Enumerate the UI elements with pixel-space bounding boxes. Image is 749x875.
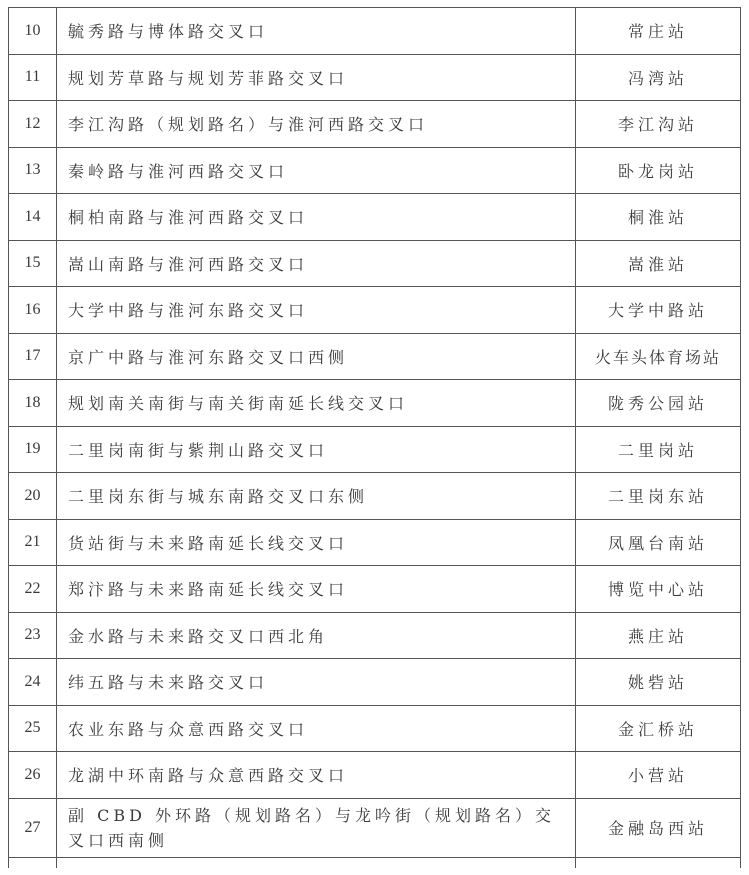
location-cell: 规划南关南街与南关街南延长线交叉口 — [57, 380, 576, 427]
location-cell: 纬五路与未来路交叉口 — [57, 659, 576, 706]
table-row — [9, 426, 741, 473]
row-number: 11 — [9, 54, 57, 101]
row-number: 27 — [9, 798, 57, 857]
row-number: 17 — [9, 333, 57, 380]
station-cell: 凤凰台南站 — [576, 519, 741, 566]
location-cell: 农业东路与众意西路交叉口 — [57, 705, 576, 752]
table-row — [9, 519, 741, 566]
location-cell: 金水路与未来路交叉口西北角 — [57, 612, 576, 659]
row-number: 18 — [9, 380, 57, 427]
row-number: 25 — [9, 705, 57, 752]
location-cell: 副 CBD 外环路（规划路名）与龙吟街（规划路名）交叉口西南侧 — [57, 798, 576, 857]
station-cell: 李江沟站 — [576, 101, 741, 148]
table-row — [9, 566, 741, 613]
station-cell: 卧龙岗站 — [576, 147, 741, 194]
table-row — [9, 380, 741, 427]
row-number: 21 — [9, 519, 57, 566]
row-number: 14 — [9, 194, 57, 241]
row-number: 24 — [9, 659, 57, 706]
row-number: 10 — [9, 8, 57, 55]
row-number: 23 — [9, 612, 57, 659]
station-cell: 大学中路站 — [576, 287, 741, 334]
location-cell: 货站街与未来路南延长线交叉口 — [57, 519, 576, 566]
row-number: 15 — [9, 240, 57, 287]
row-number: 13 — [9, 147, 57, 194]
table-row — [9, 333, 741, 380]
table-row — [9, 147, 741, 194]
table-row — [9, 473, 741, 520]
station-cell: 常庄站 — [576, 8, 741, 55]
row-number: 12 — [9, 101, 57, 148]
location-cell: 郑汴路与未来路南延长线交叉口 — [57, 566, 576, 613]
table-row — [9, 798, 741, 857]
station-cell: 陇秀公园站 — [576, 380, 741, 427]
table-row — [9, 8, 741, 55]
location-cell: 龙湖中环南路与众意西路交叉口 — [57, 752, 576, 799]
location-cell: 毓秀路与博体路交叉口 — [57, 8, 576, 55]
table-row — [9, 240, 741, 287]
location-cell: 桐柏南路与淮河西路交叉口 — [57, 194, 576, 241]
row-number: 26 — [9, 752, 57, 799]
station-cell: 嵩淮站 — [576, 240, 741, 287]
station-location-table — [8, 7, 741, 868]
station-cell: 桐淮站 — [576, 194, 741, 241]
station-cell: 金汇桥站 — [576, 705, 741, 752]
station-cell: 二里岗东站 — [576, 473, 741, 520]
station-cell: 金融岛西站 — [576, 798, 741, 857]
station-cell: 姚砦站 — [576, 659, 741, 706]
table-row — [9, 287, 741, 334]
row-number: 19 — [9, 426, 57, 473]
station-cell: 火车头体育场站 — [576, 333, 741, 380]
location-cell: 李江沟路（规划路名）与淮河西路交叉口 — [57, 101, 576, 148]
location-cell: 京广中路与淮河东路交叉口西侧 — [57, 333, 576, 380]
table-row — [9, 101, 741, 148]
station-cell: 冯湾站 — [576, 54, 741, 101]
location-cell: 大学中路与淮河东路交叉口 — [57, 287, 576, 334]
location-cell: 秦岭路与淮河西路交叉口 — [57, 147, 576, 194]
location-cell: 二里岗东街与城东南路交叉口东侧 — [57, 473, 576, 520]
location-cell: 嵩山南路与淮河西路交叉口 — [57, 240, 576, 287]
table-row-partial — [9, 857, 741, 868]
station-cell: 小营站 — [576, 752, 741, 799]
station-cell: 博览中心站 — [576, 566, 741, 613]
table-row — [9, 659, 741, 706]
row-number: 16 — [9, 287, 57, 334]
table-row — [9, 612, 741, 659]
table-row — [9, 54, 741, 101]
row-number: 22 — [9, 566, 57, 613]
station-cell: 二里岗站 — [576, 426, 741, 473]
table-row — [9, 752, 741, 799]
location-cell: 规划芳草路与规划芳菲路交叉口 — [57, 54, 576, 101]
table-row — [9, 194, 741, 241]
row-number: 20 — [9, 473, 57, 520]
location-cell: 二里岗南街与紫荆山路交叉口 — [57, 426, 576, 473]
station-cell: 燕庄站 — [576, 612, 741, 659]
table-row — [9, 705, 741, 752]
